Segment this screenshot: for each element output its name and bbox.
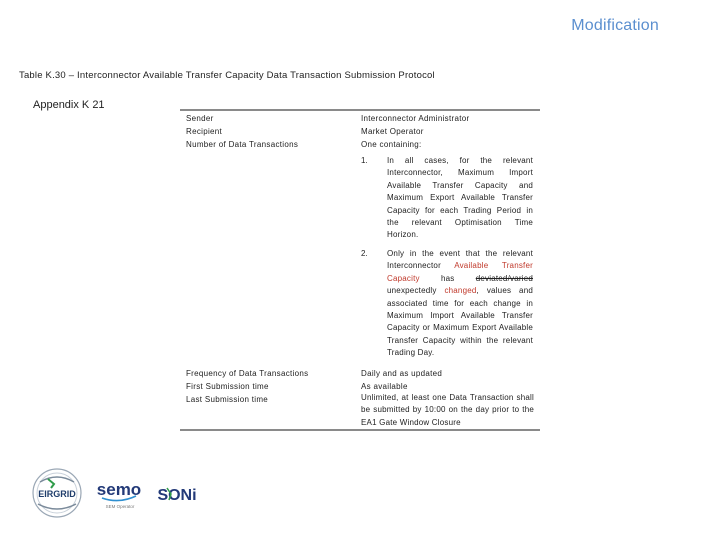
eirgrid-logo-text: EIRGRID [38,489,76,499]
item-2-text-1: Only in the event that the relevant Interconnector [387,249,533,271]
item-2-number: 2. [361,249,368,258]
row-label-sender: Sender [186,114,214,123]
table-caption: Table K.30 – Interconnector Available Transfer Capacity Data Transaction Submission Protocol [19,70,435,81]
table-top-rule [180,109,540,111]
row-label-last-submission: Last Submission time [186,395,269,404]
row-value-number: One containing: [361,140,422,149]
item-2-text [387,248,533,360]
row-label-first-submission: First Submission time [186,382,269,391]
item-2-red-changed: changed [444,286,477,296]
eirgrid-logo [24,466,90,522]
semo-logo-text: semo [96,480,142,499]
table-bottom-rule [180,429,540,431]
page-title: Modification [571,17,659,34]
appendix-label: Appendix K 21 [33,99,105,111]
row-value-sender: Interconnector Administrator [361,114,470,123]
item-1-number: 1. [361,156,368,165]
row-label-number: Number of Data Transactions [186,140,299,149]
item-2-red-atc: Available Transfer Capacity [387,261,533,283]
row-value-recipient: Market Operator [361,127,424,136]
row-value-last-submission: Unlimited, at least one Data Transaction shall be submitted by 10:00 on the day prior to the EA1 Gate Window Closure [361,393,534,427]
soni-logo [150,466,204,522]
item-1-text: In all cases, for the relevant Interconnector, Maximum Import Available Transfer Capacity and Maximum Export Available Transfer Capacity for each Trading Period in the relevant Optimisation Time Horizon. [387,156,533,240]
item-2-struck-text: deviated/varied [475,273,533,283]
soni-logo-text: SONi [157,487,197,504]
item-2-text-2: has [419,273,476,283]
semo-logo [90,466,148,522]
row-label-frequency: Frequency of Data Transactions [186,369,309,378]
item-2-text-3: unexpectedly [387,286,445,296]
row-label-recipient: Recipient [186,127,223,136]
item-2-text-4: , values and associated time for each change in Maximum Import Available Transfer Capacity or Maximum Export Available Transfer Capacity within the relevant Trading Day. [387,286,534,358]
row-value-frequency: Daily and as updated [361,369,443,378]
footer-logos [24,466,204,522]
row-value-first-submission: As available [361,382,408,391]
semo-logo-subtext: SEM Operator [105,504,135,509]
